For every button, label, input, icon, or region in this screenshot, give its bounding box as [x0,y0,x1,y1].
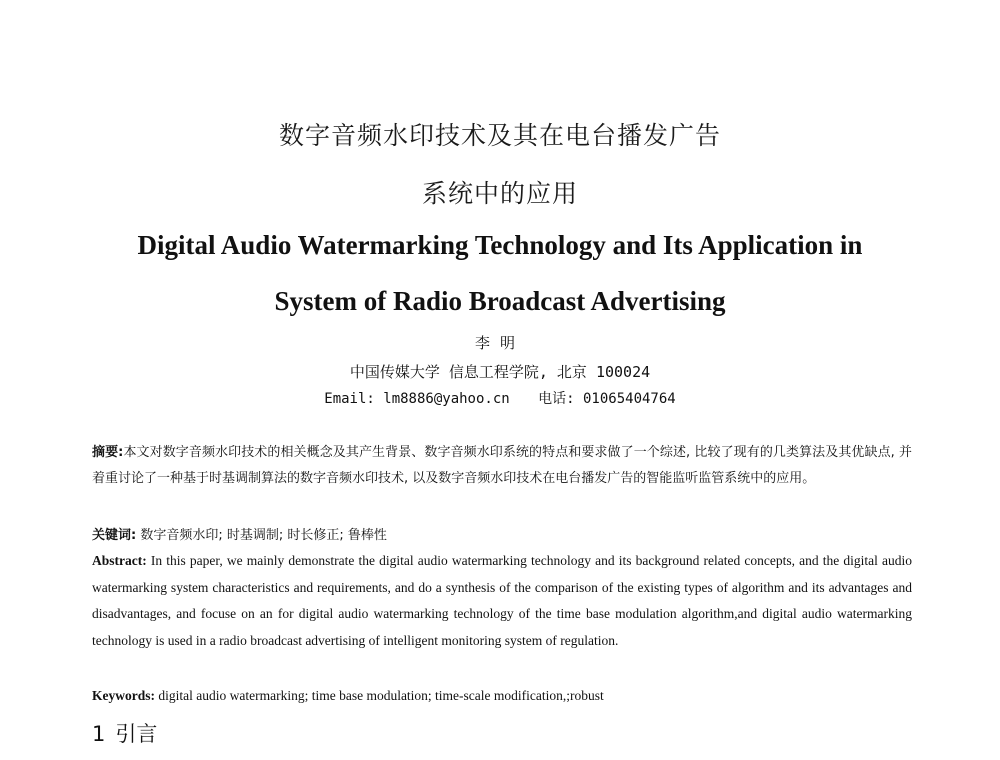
keywords-en [92,688,912,704]
title-en-line1: Digital Audio Watermarking Technology and Its Application in [137,230,863,260]
section-number: 1 [92,722,106,746]
section-title: 引言 [115,722,158,746]
section-heading-1 [92,718,157,748]
abstract-en [92,548,912,654]
contact-phone: 电话: 01065404764 [538,391,676,407]
affiliation: 中国传媒大学 信息工程学院, 北京 100024 [349,363,651,381]
author-name: 李明 [474,334,525,352]
abstract-cn [92,440,912,492]
abstract-cn-label: 摘要: [92,445,124,460]
abstract-en-text: In this paper, we mainly demonstrate the digital audio watermarking technology and its background related concepts, and the digital audio watermarking system characteristics and requirements, and do a synthesis of the comparison of the existing types of algorithm and its advantages and disadvantages, and focuse on an for digital audio watermarking technology of the time base modulation algorithm,and digital audio watermarking technology is used in a radio broadcast advertising of intelligent monitoring system of regulation. [92,553,912,648]
title-cn-line2: 系统中的应用 [421,179,578,208]
keywords-en-text: digital audio watermarking; time base modulation; time-scale modification,;robust [158,688,604,703]
title-cn-line1: 数字音频水印技术及其在电台播发广告 [278,121,721,150]
keywords-cn-text: 数字音频水印; 时基调制; 时长修正; 鲁棒性 [140,528,387,543]
keywords-cn [92,524,912,543]
abstract-en-label: Abstract: [92,553,147,568]
keywords-en-label: Keywords: [92,688,155,703]
contact-line [0,388,1000,408]
keywords-cn-label: 关键词: [92,528,137,543]
title-en-line2: System of Radio Broadcast Advertising [274,286,726,316]
contact-email: Email: lm8886@yahoo.cn [324,391,510,407]
abstract-cn-text: 本文对数字音频水印技术的相关概念及其产生背景、数字音频水印系统的特点和要求做了一个综述, 比较了现有的几类算法及其优缺点, 并着重讨论了一种基于时基调制算法的数字音频水印技术, 以及数字音频水印技术在电台播发广告的智能监听监管系统中的应用。 [92,445,913,486]
